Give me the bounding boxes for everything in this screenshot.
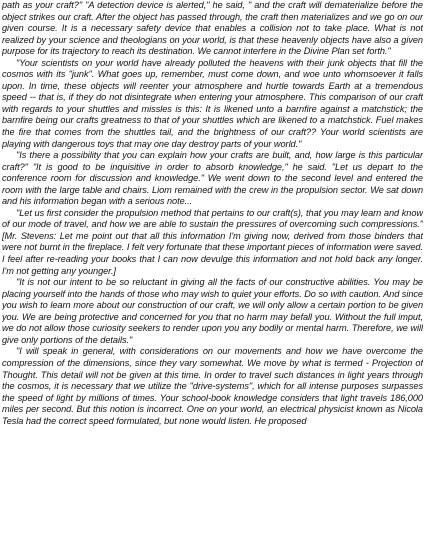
- document-page: [2, 0, 423, 542]
- paragraph-craft-size-question: "Is there a possibility that you can explain how your crafts are built, and, how large is this particular craft?" "It is good to be inquisitive in order to absorb knowledge," he said. "Let us depart to the conference room for discussion and knowledge." We went down to the second level and entered the room with the large table and chairs. Liom remained with the crew in the propulsion sector. We sat down and his information began with a serious note...: [2, 150, 423, 207]
- paragraph-projection-of-thought: "I will speak in general, with considerations on our movements and how we have overcome the compression of the dimensions, since they vary somewhat. We move by what is termed - Projection of Thought. This detail will not be given at this time. In order to travel such distances in light years through the cosmos, it is necessary that we utilize the "drive-systems", which for all intense purposes surpasses the speed of light by millions of times. Your school-book knowledge considers that light travels 186,000 miles per second. But this notion is incorrect. One on your world, an electrical physicist known as Nicola Tesla had the correct speed formulated, but none would listen. He proposed: [2, 346, 423, 426]
- paragraph-space-junk: "Your scientists on your world have already polluted the heavens with their junk objects that fill the cosmos with its "junk". What goes up, remember, must come down, and woe unto whomsoever it falls upon. In time, these objects will reenter your atmosphere and hurtle towards Earth at a tremendous speed -- that is, if they do not disintegrate when entering your atmosphere. This comparison of our craft with regards to your shuttles and missles is this: It is likened unto a barnfire against a matchstick; the barnfire being our crafts greatness to that of your shuttles which are likened to a matchstick. Fuel makes the fire that comes from the shuttles tail, and the brightness of our craft?? Your world scientists are playing with dangerous toys that may one day destroy parts of your world.": [2, 57, 423, 149]
- paragraph-propulsion-method: "Let us first consider the propulsion method that pertains to our craft(s), that you may learn and know of our mode of travel, and how we are able to sustain the pressures of overcoming such compressions." [Mr. Stevens: Let me point out that all this information I'm giving now, derived from those binders that were not burnt in the fireplace. I felt very fortunate that these important pieces of information were saved. I feel after re-reading your books that I can now devulge this information and not hold back any longer. I'm not getting any younger.]: [2, 207, 423, 276]
- paragraph-detection-device: path as your craft?" "A detection device is alerted," he said, " and the craft will dematerialize before the object strikes our craft. After the object has passed through, the craft then materializes and we go on our given course. It is a necessary safety device that enables a collision not to take place. What is not realized by your science and theologians on your world, is that these heavenly objects have also a given purpose for its trajectory to reach its destination. We cannot interfere in the Divine Plan set forth.": [2, 0, 423, 57]
- paragraph-construction-caution: "It is not our intent to be so reluctant in giving all the facts of our constructive abilities. You may be placing yourself into the hands of those who may wish to quiet your efforts. Do so with caution. And since you wish to learn more about our construction of our craft, we will only allow a certain portion to be given you. We are being protective and concerned for you that no harm may befall you. Without the full imput, we do not allow those curiosity seekers to render upon you any bodily or mental harm. Therefore, we will give only portions of the details.": [2, 277, 423, 345]
